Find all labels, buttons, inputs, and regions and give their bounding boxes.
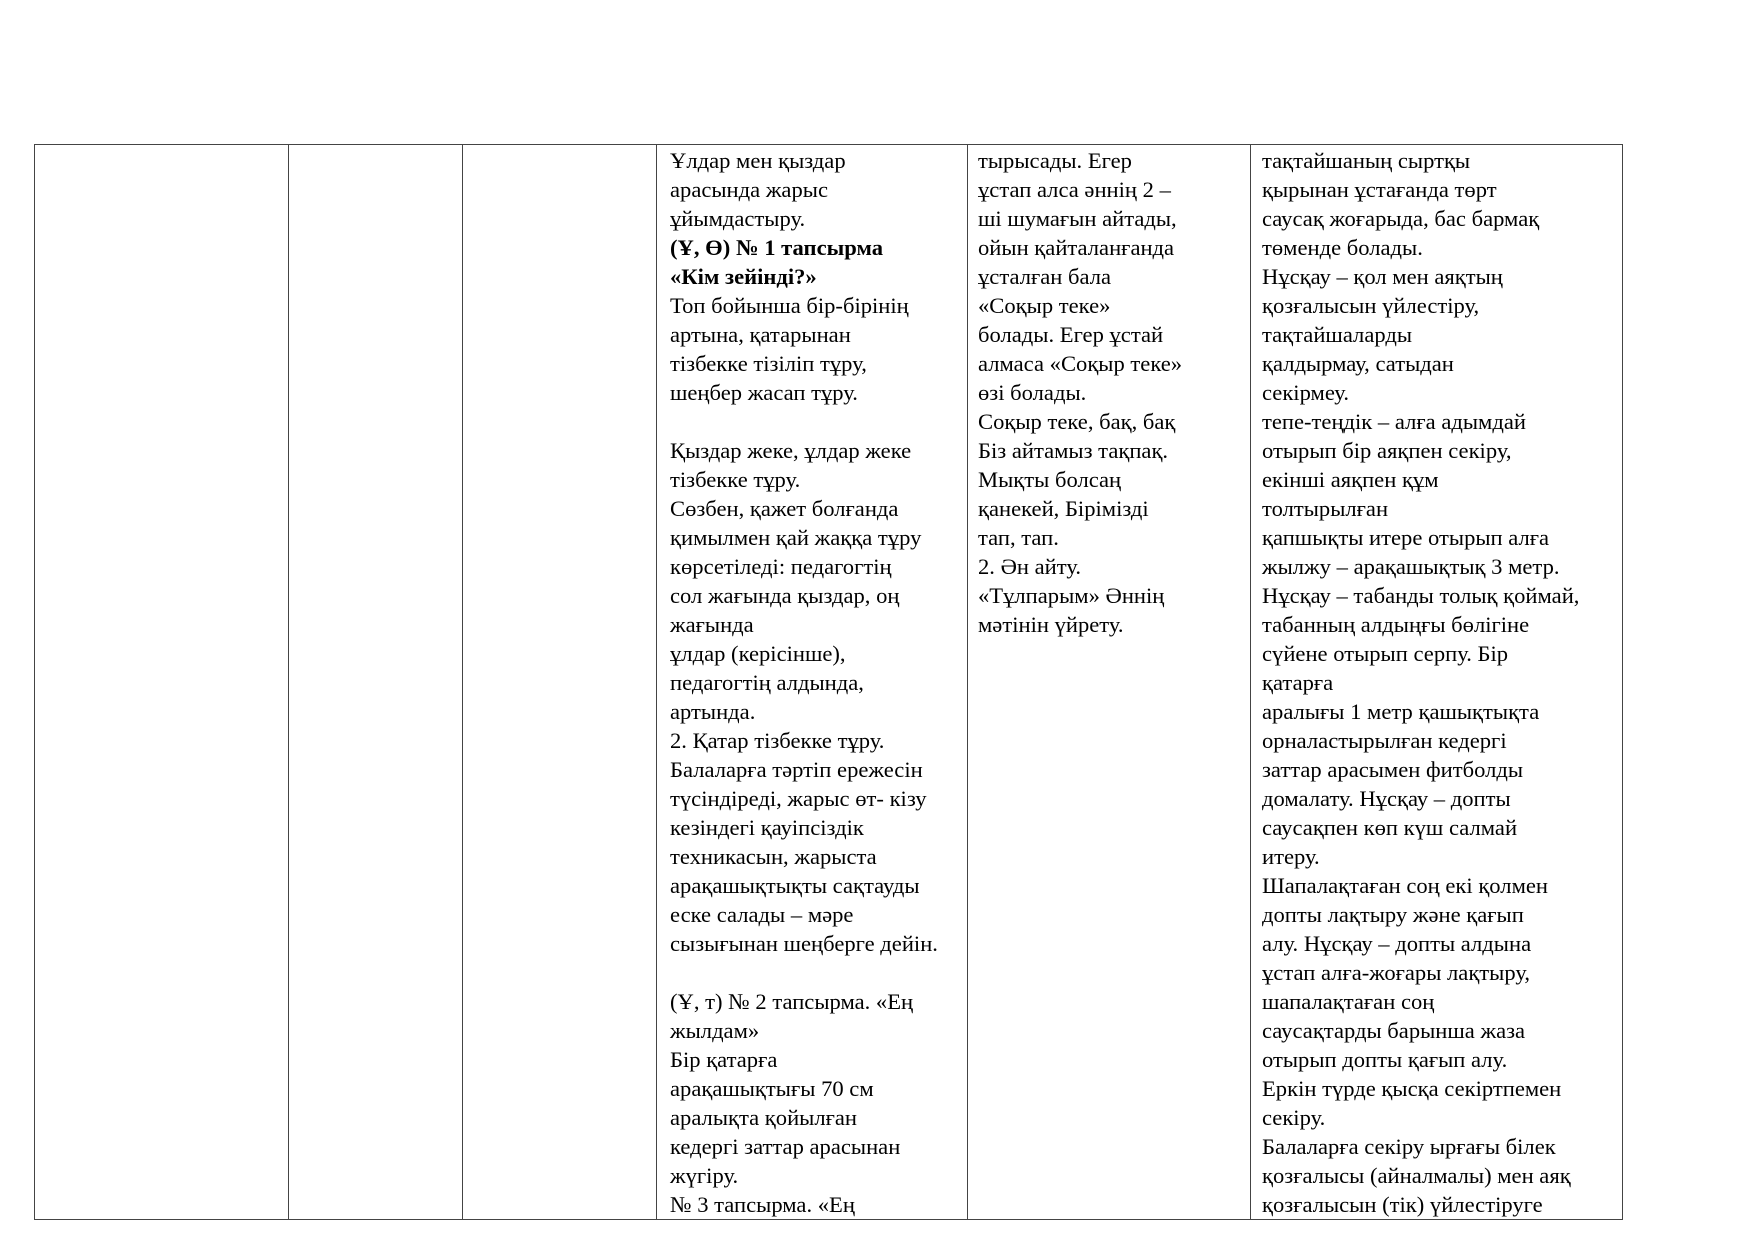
- instructions-text-line: секірмеу.: [1262, 380, 1349, 405]
- instructions-text-line: қалдырмау, сатыдан: [1262, 351, 1454, 376]
- game-song-text-line: «Тұлпарым» Әннің: [978, 583, 1165, 608]
- game-song-text-line: ұстап алса әннің 2 –: [978, 177, 1171, 202]
- instructions-text-line: Нұсқау – табанды толық қоймай,: [1262, 583, 1580, 608]
- activities-text-line: [670, 407, 967, 436]
- table-cell-empty-3: [463, 145, 657, 1220]
- game-song-text-line: ұсталған бала: [978, 264, 1112, 289]
- instructions-text-line: допты лақтыру және қағып: [1262, 902, 1524, 927]
- activities-text-line: Ұлдар мен қыздар: [670, 148, 846, 173]
- instructions-text-line: Шапалақтаған соң екі қолмен: [1262, 873, 1548, 898]
- game-song-text: [968, 145, 1250, 639]
- activities-text-line: кезіндегі қауіпсіздік: [670, 815, 864, 840]
- instructions-text-line: саусақпен көп күш салмай: [1262, 815, 1518, 840]
- activities-text-line: техникасын, жарыста: [670, 844, 877, 869]
- instructions-text-line: тепе-теңдік – алға адымдай: [1262, 409, 1526, 434]
- game-song-text-line: қанекей, Бірімізді: [978, 496, 1149, 521]
- activities-text-line: ұйымдастыру.: [670, 206, 806, 231]
- game-song-text-line: 2. Ән айту.: [978, 554, 1082, 579]
- instructions-text-line: ұстап алға-жоғары лақтыру,: [1262, 960, 1531, 985]
- activities-text: [657, 145, 967, 1219]
- table-cell-activities: [657, 145, 968, 1220]
- activities-text-line: еске салады – мәре: [670, 902, 854, 927]
- game-song-text-line: өзі болады.: [978, 380, 1087, 405]
- activities-text-line: Топ бойынша бір-бірінің: [670, 293, 909, 318]
- activities-text-line: тізбекке тізіліп тұру,: [670, 351, 867, 376]
- activities-text-line: шеңбер жасап тұру.: [670, 380, 858, 405]
- activities-text-line: түсіндіреді, жарыс өт- кізу: [670, 786, 927, 811]
- activities-text-line: «Кім зейінді?»: [670, 264, 817, 289]
- instructions-text-line: тақтайшаларды: [1262, 322, 1413, 347]
- activities-text-line: (Ұ, т) № 2 тапсырма. «Ең: [670, 989, 914, 1014]
- activities-text-line: кедергі заттар арасынан: [670, 1134, 901, 1159]
- game-song-text-line: мәтінін үйрету.: [978, 612, 1124, 637]
- instructions-text-line: толтырылған: [1262, 496, 1389, 521]
- activities-text-line: Балаларға тәртіп ережесін: [670, 757, 923, 782]
- activities-text-line: [670, 958, 967, 987]
- instructions-text-line: домалату. Нұсқау – допты: [1262, 786, 1511, 811]
- activities-text-line: (Ұ, Ө) № 1 тапсырма: [670, 235, 883, 260]
- activities-text-line: артына, қатарынан: [670, 322, 851, 347]
- activities-text-line: 2. Қатар тізбекке тұру.: [670, 728, 885, 753]
- instructions-text-line: қозғалысын үйлестіру,: [1262, 293, 1480, 318]
- game-song-text-line: болады. Егер ұстай: [978, 322, 1164, 347]
- activities-text-line: тізбекке тұру.: [670, 467, 801, 492]
- instructions-text-line: алу. Нұсқау – допты алдына: [1262, 931, 1532, 956]
- activities-text-line: Бір қатарға: [670, 1047, 778, 1072]
- instructions-text-line: итеру.: [1262, 844, 1320, 869]
- instructions-text-line: қырынан ұстағанда төрт: [1262, 177, 1497, 202]
- instructions-text-line: саусақ жоғарыда, бас бармақ: [1262, 206, 1540, 231]
- activities-text-line: арақашықтықты сақтауды: [670, 873, 920, 898]
- activities-text-line: арақашықтығы 70 см: [670, 1076, 874, 1101]
- instructions-text-line: қозғалысын (тік) үйлестіруге: [1262, 1192, 1543, 1217]
- game-song-text-line: Мықты болсаң: [978, 467, 1122, 492]
- instructions-text-line: аралығы 1 метр қашықтықта: [1262, 699, 1540, 724]
- instructions-text-line: Еркін түрде қысқа секіртпемен: [1262, 1076, 1562, 1101]
- instructions-text-line: қозғалысы (айналмалы) мен аяқ: [1262, 1163, 1571, 1188]
- table-cell-empty-2: [289, 145, 463, 1220]
- instructions-text-line: қапшықты итере отырып алға: [1262, 525, 1550, 550]
- activities-text-line: педагогтің алдында,: [670, 670, 864, 695]
- game-song-text-line: «Соқыр теке»: [978, 293, 1111, 318]
- activities-text-line: арасында жарыс: [670, 177, 828, 202]
- activities-text-line: сол жағында қыздар, оң: [670, 583, 900, 608]
- activities-text-line: қимылмен қай жаққа тұру: [670, 525, 922, 550]
- table-cell-instructions: [1251, 145, 1623, 1220]
- activities-text-line: жылдам»: [670, 1018, 760, 1043]
- instructions-text-line: қатарға: [1262, 670, 1334, 695]
- game-song-text-line: Біз айтамыз тақпақ.: [978, 438, 1169, 463]
- instructions-text-line: секіру.: [1262, 1105, 1326, 1130]
- instructions-text-line: шапалақтаған соң: [1262, 989, 1435, 1014]
- activities-text-line: жүгіру.: [670, 1163, 739, 1188]
- activities-text-line: Сөзбен, қажет болғанда: [670, 496, 899, 521]
- instructions-text-line: заттар арасымен фитболды: [1262, 757, 1524, 782]
- game-song-text-line: алмаса «Соқыр теке»: [978, 351, 1183, 376]
- table-cell-empty-1: [35, 145, 289, 1220]
- instructions-text-line: табанның алдыңғы бөлігіне: [1262, 612, 1530, 637]
- activities-text-line: аралықта қойылған: [670, 1105, 858, 1130]
- instructions-text-line: екінші аяқпен құм: [1262, 467, 1439, 492]
- activities-text-line: № 3 тапсырма. «Ең: [670, 1192, 855, 1217]
- instructions-text: [1251, 145, 1622, 1219]
- game-song-text-line: Соқыр теке, бақ, бақ: [978, 409, 1176, 434]
- instructions-text-line: төменде болады.: [1262, 235, 1423, 260]
- instructions-text-line: жылжу – арақашықтық 3 метр.: [1262, 554, 1560, 579]
- activities-text-line: көрсетіледі: педагогтің: [670, 554, 892, 579]
- activities-text-line: сызығынан шеңберге дейін.: [670, 931, 938, 956]
- instructions-text-line: орналастырылған кедергі: [1262, 728, 1507, 753]
- game-song-text-line: ші шумағын айтады,: [978, 206, 1177, 231]
- activities-text-line: Қыздар жеке, ұлдар жеке: [670, 438, 912, 463]
- instructions-text-line: отырып допты қағып алу.: [1262, 1047, 1508, 1072]
- instructions-text-line: сүйене отырып серпу. Бір: [1262, 641, 1509, 666]
- instructions-text-line: тақтайшаның сыртқы: [1262, 148, 1471, 173]
- instructions-text-line: Нұсқау – қол мен аяқтың: [1262, 264, 1503, 289]
- activities-text-line: артында.: [670, 699, 756, 724]
- game-song-text-line: тап, тап.: [978, 525, 1059, 550]
- activities-text-line: ұлдар (керісінше),: [670, 641, 846, 666]
- table-row: [35, 145, 1623, 1220]
- instructions-text-line: саусақтарды барынша жаза: [1262, 1018, 1526, 1043]
- instructions-text-line: Балаларға секіру ырғағы білек: [1262, 1134, 1556, 1159]
- game-song-text-line: тырысады. Егер: [978, 148, 1132, 173]
- game-song-text-line: ойын қайталанғанда: [978, 235, 1175, 260]
- lesson-plan-table: [34, 144, 1623, 1220]
- activities-text-line: жағында: [670, 612, 754, 637]
- table-cell-game-song: [968, 145, 1251, 1220]
- instructions-text-line: отырып бір аяқпен секіру,: [1262, 438, 1512, 463]
